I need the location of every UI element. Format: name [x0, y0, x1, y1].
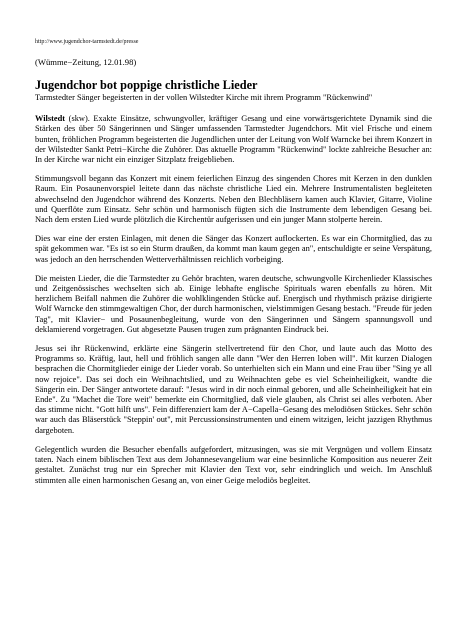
- dateline-location: Wilstedt: [35, 114, 66, 124]
- paragraph-2: Dies war eine der ersten Einlagen, mit denen die Sänger das Konzert auflockerten. Es war ein Chormitglied, das zu spät gekommen war. "Es ist so ein Sturm draußen, da kommt man kaum gegen an", entschuldigte er seine Verspätung, was jedoch an den herrschenden Wetterverhältnissen reichlich vorbeiging.: [35, 234, 432, 264]
- paragraph-5: Gelegentlich wurden die Besucher ebenfalls aufgefordert, mitzusingen, was sie mit Vergnügen und vollem Einsatz taten. Nach einem biblischen Text aus dem Johannesevangelium war eine besinnliche Komposition aus neuerer Zeit gestaltet. Zunächst trug nur ein Sprecher mit Klavier den Text vor, sehr eindringlich und weich. Im Anschluß stimmten alle einen harmonischen Gesang an, von einer Geige melodiös begleitet.: [35, 444, 432, 485]
- subtitle: Tarmstedter Sänger begeisterten in der vollen Wilstedter Kirche mit ihrem Programm "Rückenwind": [35, 93, 373, 102]
- headline: Jugendchor bot poppige christliche Lieder: [35, 78, 258, 92]
- source-line: (Wümme−Zeitung, 12.01.98): [35, 57, 137, 67]
- paragraph-4: Jesus sei ihr Rückenwind, erklärte eine Sängerin stellvertretend für den Chor, und laute auch das Motto des Programms so. Kräftig, laut, hell und fröhlich sangen alle dann "Wer den Herren loben will". Mit kurzen Dialogen besprachen die Chormitglieder einige der Lieder vorab. So unterhielten sich ein Mann und eine Frau über "Sing ye all now rejoice". Das sei doch ein Weihnachtslied, und zu Weihnachten gebe es viel Scheinheiligkeit, wandte die Sängerin ein. Der Sänger antwortete darauf: "Jesus wird in dir noch einmal geboren, und alle Scheinheiligkeit hat ein Ende". Zu "Machet die Tore weit" bemerkte ein Chormitglied, daß viele glauben, als Christ sei alles verboten. Aber das stimme nicht. "Gott hilft uns". Fein differenziert kam der A−Capella−Gesang des melodiösen Stückes. Sehr schön war auch das Bläserstück "Steppin' out", mit Percussionsinstrumenten und einem witzigen, leicht jazzigen Rhythmus dargeboten.: [35, 344, 432, 435]
- paragraph-1: Stimmungsvoll begann das Konzert mit einem feierlichen Einzug des singenden Chores mit Kerzen in den dunklen Raum. Ein Posaunenvorspiel leitete dann das nächste christliche Lied ein. Mehrere Instrumentalisten begleiteten abwechselnd den Jugendchor während des Konzerts. Neben den Blechbläsern kamen auch Klavier, Gitarre, Violine und Querflöte zum Einsatz. Sehr schön und harmonisch fügten sich die Instrumente dem lebendigen Gesang bei. Nach dem ersten Lied wurde plötzlich die Kirchentür aufgerissen und ein junger Mann stolperte herein.: [35, 174, 432, 225]
- page-url[interactable]: http://www.jugendchor-tarmstedt.de/presse: [35, 39, 139, 45]
- lead-text: (skw). Exakte Einsätze, schwungvoller, kräftiger Gesang und eine vorwärtsgerichtete Dynamik sind die Stärken des über 50 Sängerinnen und Sänger umfassenden Tarmstedter Jugendchors. Mit viel Frische und einem bunten, fröhlichen Programm begeisterten die Jugendlichen unter der Leitung von Wolf Warncke bei ihrem Konzert in der Wilstedter Sankt Petri−Kirche die Zuhörer. Das aktuelle Programm "Rückenwind" lockte zahlreiche Besucher an: In der Kirche war nicht ein einziger Sitzplatz freigeblieben.: [35, 114, 432, 165]
- lead-paragraph: [35, 114, 432, 165]
- paragraph-3: Die meisten Lieder, die die Tarmstedter zu Gehör brachten, waren deutsche, schwungvolle Kirchenlieder Klassisches und Zeitgenössisches wechselten sich ab. Einige lebhafte englische Spirituals waren ebenfalls zu hören. Mit herzlichem Beifall nahmen die Zuhörer die wohlklingenden Stücke auf. Energisch und rhythmisch präzise dirigierte Wolf Warncke den stimmgewaltigen Chor, der durch harmonischen, vielstimmigen Gesang bestach. "Freude für jeden Tag", mit Klavier− und Posaunenbegleitung, wurde von den Sängerinnen und Sängern spannungsvoll und deklamierend vorgetragen. Gut abgesetzte Pausen trugen zum prägnanten Eindruck bei.: [35, 273, 432, 334]
